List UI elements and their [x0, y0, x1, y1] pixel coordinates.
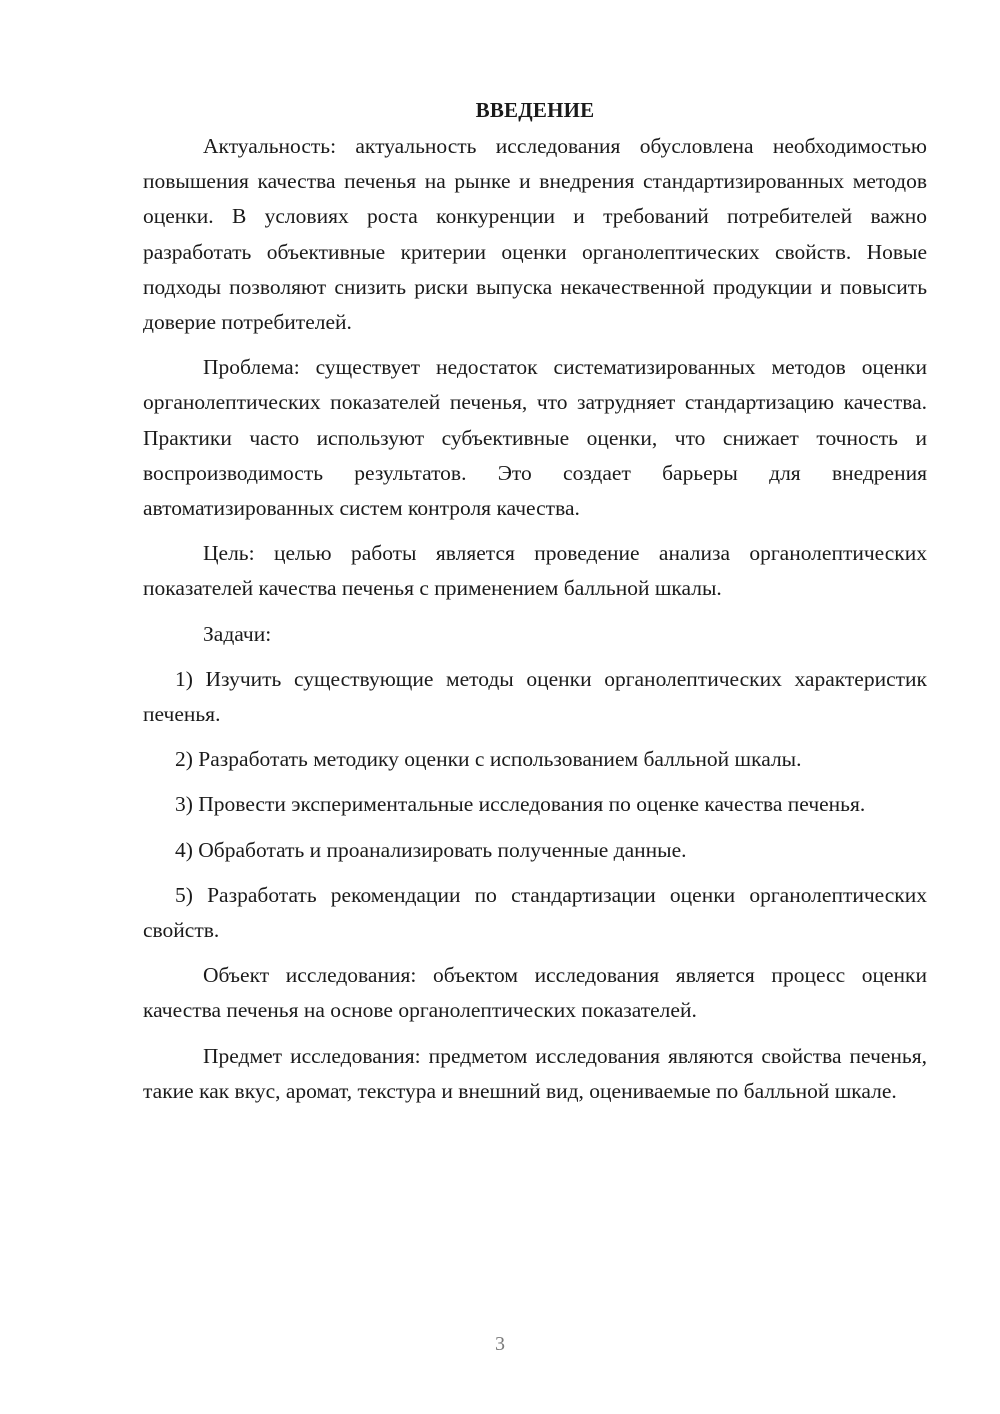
paragraph-object: Объект исследования: объектом исследования является процесс оценки качества печенья на основе органолептических показателей.: [143, 963, 927, 1023]
paragraph-relevance: Актуальность: актуальность исследования обусловлена необходимостью повышения качества печенья на рынке и внедрения стандартизированных методов оценки. В условиях роста конкуренции и требований потребителей важно разработать объективные критерии оценки органолептических свойств. Новые подходы позволяют снизить риски выпуска некачественной продукции и повысить доверие потребителей.: [143, 134, 927, 335]
section-title: ВВЕДЕНИЕ: [475, 98, 595, 122]
task-item-4: 4) Обработать и проанализировать полученные данные.: [175, 837, 687, 862]
task-item-1: 1) Изучить существующие методы оценки органолептических характеристик печенья.: [143, 666, 927, 727]
task-item-3: 3) Провести экспериментальные исследования по оценке качества печенья.: [175, 792, 866, 817]
paragraph-problem: Проблема: существует недостаток систематизированных методов оценки органолептических показателей печенья, что затрудняет стандартизацию качества. Практики часто используют субъективные оценки, что снижает точность и воспроизводимость результатов. Это создает барьеры для внедрения автоматизированных систем контроля качества.: [143, 355, 927, 521]
paragraph-subject: Предмет исследования: предметом исследования являются свойства печенья, такие как вкус, аромат, текстура и внешний вид, оцениваемые по балльной шкале.: [143, 1043, 927, 1103]
paragraph-tasks-heading: Задачи:: [203, 621, 272, 646]
document-body: [143, 95, 927, 1109]
page-number: 3: [495, 1333, 505, 1355]
task-item-5: 5) Разработать рекомендации по стандартизации оценки органолептических свойств.: [143, 882, 927, 943]
task-item-2: 2) Разработать методику оценки с использованием балльной шкалы.: [175, 747, 802, 772]
paragraph-goal: Цель: целью работы является проведение анализа органолептических показателей качества печенья с применением балльной шкалы.: [143, 541, 927, 601]
